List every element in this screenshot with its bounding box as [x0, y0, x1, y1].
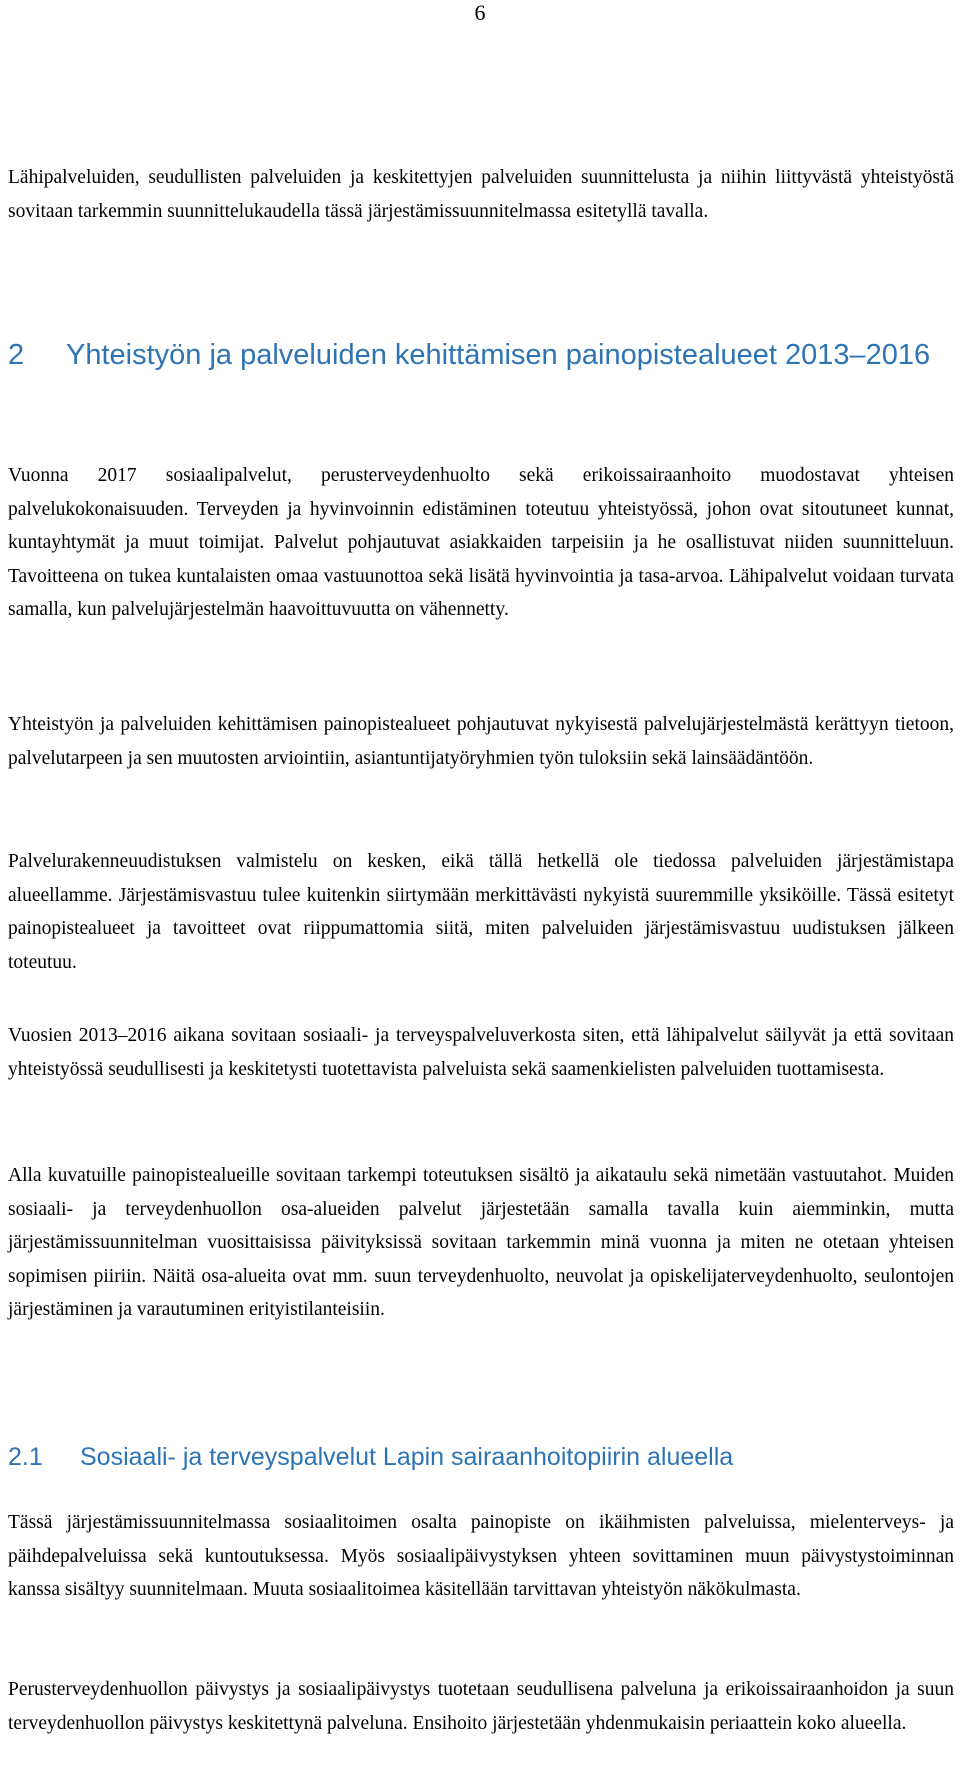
section-2-paragraph-4: Vuosien 2013–2016 aikana sovitaan sosiaali- ja terveyspalveluverkosta siten, että lähipalvelut säilyvät ja että sovitaan yhteistyössä seudullisesti ja keskitetysti tuotettavista palveluista sekä saamenkielisten palveluiden tuottamisesta. — [8, 1025, 954, 1080]
section-2-1-title: Sosiaali- ja terveyspalvelut Lapin sairaanhoitopiirin alueella — [80, 1443, 734, 1471]
section-2-number: 2 — [8, 339, 25, 371]
section-2-paragraph-1: Vuonna 2017 sosiaalipalvelut, perusterveydenhuolto sekä erikoissairaanhoito muodostavat yhteisen palvelukokonaisuuden. Terveyden ja hyvinvoinnin edistäminen toteutuu yhteistyössä, johon ovat sitoutuneet kunnat, kuntayhtymät ja muut toimijat. Palvelut pohjautuvat asiakkaiden tarpeisiin ja he osallistuvat niiden suunnitteluun. Tavoitteena on tukea kuntalaisten omaa vastuunottoa sekä lisätä hyvinvointia ja tasa-arvoa. Lähipalvelut voidaan turvata samalla, kun palvelujärjestelmän haavoittuvuutta on vähennetty. — [8, 465, 954, 620]
intro-paragraph: Lähipalveluiden, seudullisten palveluiden ja keskitettyjen palveluiden suunnittelusta ja niihin liittyvästä yhteistyöstä sovitaan tarkemmin suunnittelukaudella tässä järjestämissuunnitelmassa esitetyllä tavalla. — [8, 167, 954, 222]
section-2-1-number: 2.1 — [8, 1443, 43, 1471]
section-2-paragraph-2: Yhteistyön ja palveluiden kehittämisen painopistealueet pohjautuvat nykyisestä palvelujärjestelmästä kerättyyn tietoon, palvelutarpeen ja sen muutosten arviointiin, asiantuntijatyöryhmien työn tuloksiin sekä lainsäädäntöön. — [8, 714, 954, 769]
page-number: 6 — [474, 0, 486, 25]
section-2-title: Yhteistyön ja palveluiden kehittämisen painopistealueet 2013–2016 — [66, 339, 931, 371]
section-2-paragraph-5: Alla kuvatuille painopistealueille sovitaan tarkempi toteutuksen sisältö ja aikataulu sekä nimetään vastuutahot. Muiden sosiaali- ja terveydenhuollon osa-alueiden palvelut järjestetään samalla tavalla kuin aiemminkin, mutta järjestämissuunnitelman vuosittaisissa päivityksissä sovitaan tarkemmin minä vuonna ja miten ne otetaan yhteisen sopimisen piiriin. Näitä osa-alueita ovat mm. suun terveydenhuolto, neuvolat ja opiskelijaterveydenhuolto, seulontojen järjestäminen ja varautuminen erityistilanteisiin. — [8, 1165, 954, 1320]
section-2-1-paragraph-2: Perusterveydenhuollon päivystys ja sosiaalipäivystys tuotetaan seudullisena palveluna ja erikoissairaanhoidon ja suun terveydenhuollon päivystys keskitettynä palveluna. Ensihoito järjestetään yhdenmukaisin periaattein koko alueella. — [8, 1679, 954, 1734]
section-2-1-paragraph-1: Tässä järjestämissuunnitelmassa sosiaalitoimen osalta painopiste on ikäihmisten palveluissa, mielenterveys- ja päihdepalveluissa sekä kuntoutuksessa. Myös sosiaalipäivystyksen yhteen sovittaminen muun päivystystoiminnan kanssa sisältyy suunnitelmaan. Muuta sosiaalitoimea käsitellään tarvittavan yhteistyön näkökulmasta. — [8, 1512, 954, 1600]
section-2-1-heading — [8, 1441, 954, 1473]
section-2-paragraph-3: Palvelurakenneuudistuksen valmistelu on kesken, eikä tällä hetkellä ole tiedossa palveluiden järjestämistapa alueellamme. Järjestämisvastuu tulee kuitenkin siirtymään merkittävästi nykyistä suuremmille yksiköille. Tässä esitetyt painopistealueet ja tavoitteet ovat riippumattomia siitä, miten palveluiden järjestämisvastuu uudistuksen jälkeen toteutuu. — [8, 851, 954, 973]
section-2-heading — [8, 333, 960, 378]
